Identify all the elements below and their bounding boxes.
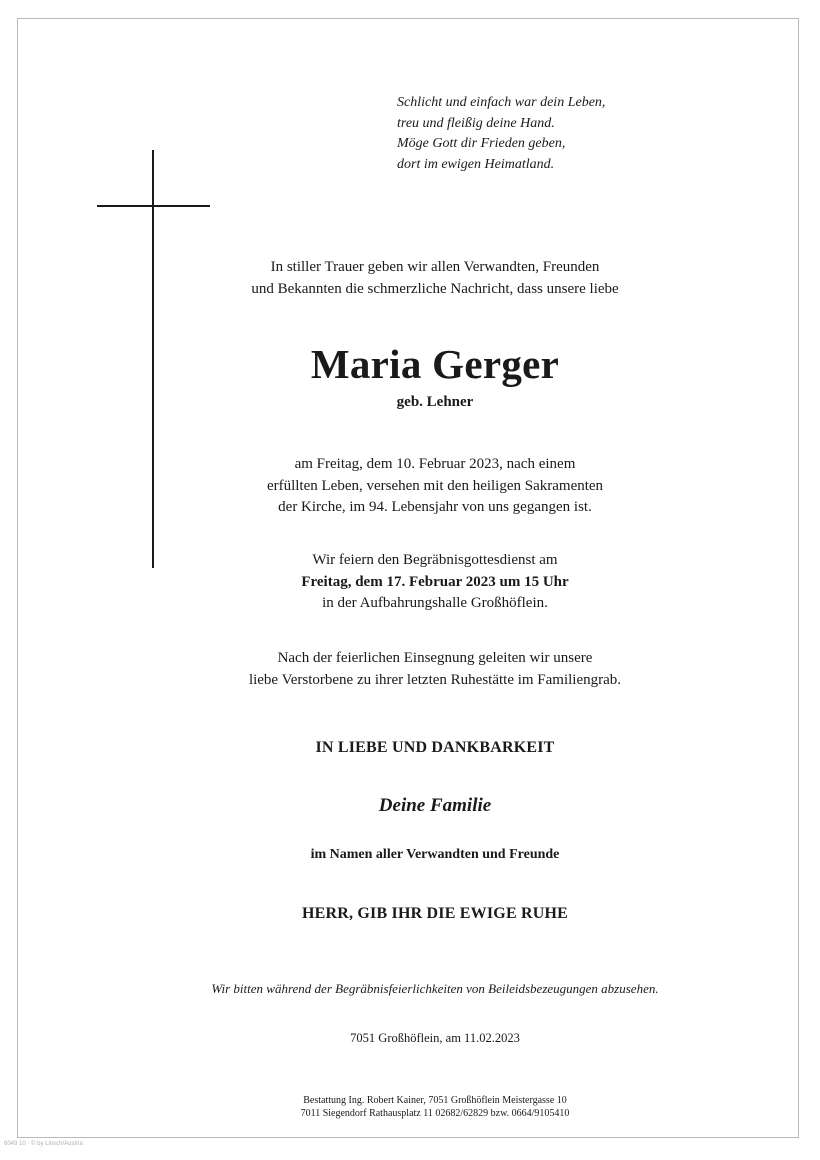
poem-line: dort im ewigen Heimatland. bbox=[397, 156, 555, 172]
condolence-request: Wir bitten während der Begräbnisfeierlichkeiten von Beileidsbezeugungen abzusehen. bbox=[211, 981, 659, 996]
intro-text bbox=[120, 257, 750, 300]
poem-line: Schlicht und einfach war dein Leben, bbox=[397, 95, 606, 110]
death-notice bbox=[120, 454, 750, 519]
poem-line: Möge Gott dir Frieden geben, bbox=[397, 136, 566, 151]
intro-line: und Bekannten die schmerzliche Nachricht, dass unsere liebe bbox=[251, 280, 619, 297]
print-id: 6049 10 · © by Linsch/Austria bbox=[4, 1141, 83, 1147]
death-notice-line: der Kirche, im 94. Lebensjahr von uns gegangen ist. bbox=[278, 499, 592, 515]
dedication: IN LIEBE UND DANKBARKEIT bbox=[315, 739, 555, 756]
birth-name: geb. Lehner bbox=[396, 394, 474, 410]
burial-line: liebe Verstorbene zu ihrer letzten Ruhestätte im Familiengrab. bbox=[248, 671, 622, 688]
service-line: Wir feiern den Begräbnisgottesdienst am bbox=[312, 552, 558, 568]
undertaker-line: 7011 Siegendorf Rathausplatz 11 02682/62829 bzw. 0664/9105410 bbox=[300, 1108, 570, 1119]
burial-info bbox=[120, 648, 750, 691]
poem bbox=[397, 93, 605, 175]
undertaker-info bbox=[120, 1094, 750, 1120]
death-notice-line: am Freitag, dem 10. Februar 2023, nach einem bbox=[294, 456, 576, 472]
service-location: in der Aufbahrungshalle Großhöflein. bbox=[322, 595, 548, 611]
prayer: HERR, GIB IHR DIE EWIGE RUHE bbox=[301, 905, 569, 922]
deceased-name: Maria Gerger bbox=[310, 341, 560, 387]
death-notice-line: erfüllten Leben, versehen mit den heiligen Sakramenten bbox=[266, 477, 604, 494]
burial-line: Nach der feierlichen Einsegnung geleiten wir unsere bbox=[277, 650, 593, 666]
intro-line: In stiller Trauer geben wir allen Verwandten, Freunden bbox=[270, 259, 600, 275]
service-info bbox=[120, 550, 750, 615]
family-signature: Deine Familie bbox=[378, 795, 492, 816]
on-behalf-line: im Namen aller Verwandten und Freunde bbox=[310, 847, 560, 862]
poem-line: treu und fleißig deine Hand. bbox=[397, 115, 555, 131]
undertaker-line: Bestattung Ing. Robert Kainer, 7051 Großhöflein Meistergasse 10 bbox=[303, 1095, 567, 1106]
cross-icon-horizontal bbox=[97, 205, 210, 207]
place-date: 7051 Großhöflein, am 11.02.2023 bbox=[350, 1031, 520, 1045]
service-date-time: Freitag, dem 17. Februar 2023 um 15 Uhr bbox=[301, 573, 569, 590]
